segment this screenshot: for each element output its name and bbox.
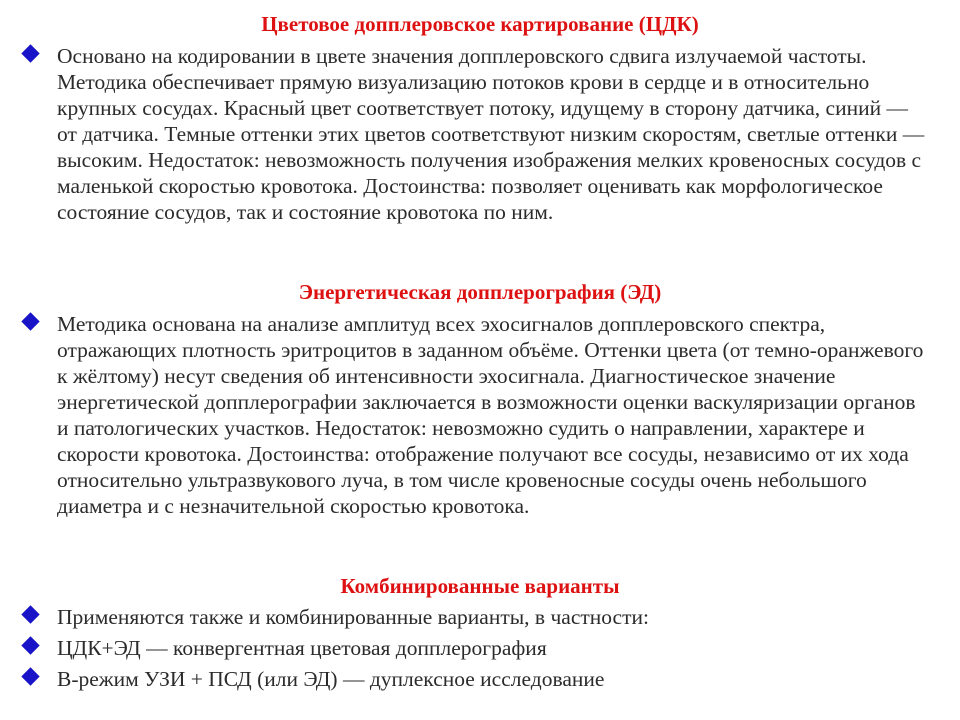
- diamond-bullet-icon: [21, 667, 39, 685]
- bullet-text: Применяются также и комбинированные варианты, в частности:: [57, 605, 649, 629]
- bullet-item: [0, 666, 960, 692]
- section-heading-combined: Комбинированные варианты: [340, 574, 620, 598]
- bullet-item: [0, 311, 960, 519]
- diamond-bullet-icon: [21, 605, 39, 623]
- diamond-bullet-icon: [21, 636, 39, 654]
- bullet-item: [0, 635, 960, 661]
- section-heading-cdk: Цветовое допплеровское картирование (ЦДК): [261, 12, 699, 36]
- bullet-item: [0, 43, 960, 225]
- section-heading-ed: Энергетическая допплерография (ЭД): [298, 280, 662, 304]
- bullet-text: В-режим УЗИ + ПСД (или ЭД) — дуплексное исследование: [57, 667, 605, 691]
- bullet-text: ЦДК+ЭД — конвергентная цветовая допплерография: [57, 636, 547, 660]
- bullet-item: [0, 604, 960, 630]
- section-cdk: [0, 11, 960, 225]
- diamond-bullet-icon: [21, 44, 39, 62]
- section-ed: [0, 279, 960, 519]
- section-combined: [0, 573, 960, 692]
- diamond-bullet-icon: [21, 312, 39, 330]
- bullet-text: Методика основана на анализе амплитуд всех эхосигналов допплеровского спектра, отражающих плотность эритроцитов в заданном объёме. Оттенки цвета (от темно-оранжевого к жёлтому) несут сведения об интенсивности эхосигнала. Диагностическое значение энергетической допплерографии заключается в возможности оценки васкуляризации органов и патологических участков. Недостаток: невозможно судить о направлении, характере и скорости кровотока. Достоинства: отображение получают все сосуды, независимо от их хода относительно ультразвукового луча, в том числе кровеносные сосуды очень небольшого диаметра и с незначительной скоростью кровотока.: [57, 312, 924, 518]
- bullet-text: Основано на кодировании в цвете значения допплеровского сдвига излучаемой частоты. Методика обеспечивает прямую визуализацию потоков крови в сердце и в относительно крупных сосудах. Красный цвет соответствует потоку, идущему в сторону датчика, синий — от датчика. Темные оттенки этих цветов соответствуют низким скоростям, светлые оттенки — высоким. Недостаток: невозможность получения изображения мелких кровеносных сосудов с маленькой скоростью кровотока. Достоинства: позволяет оценивать как морфологическое состояние сосудов, так и состояние кровотока по ним.: [57, 44, 925, 224]
